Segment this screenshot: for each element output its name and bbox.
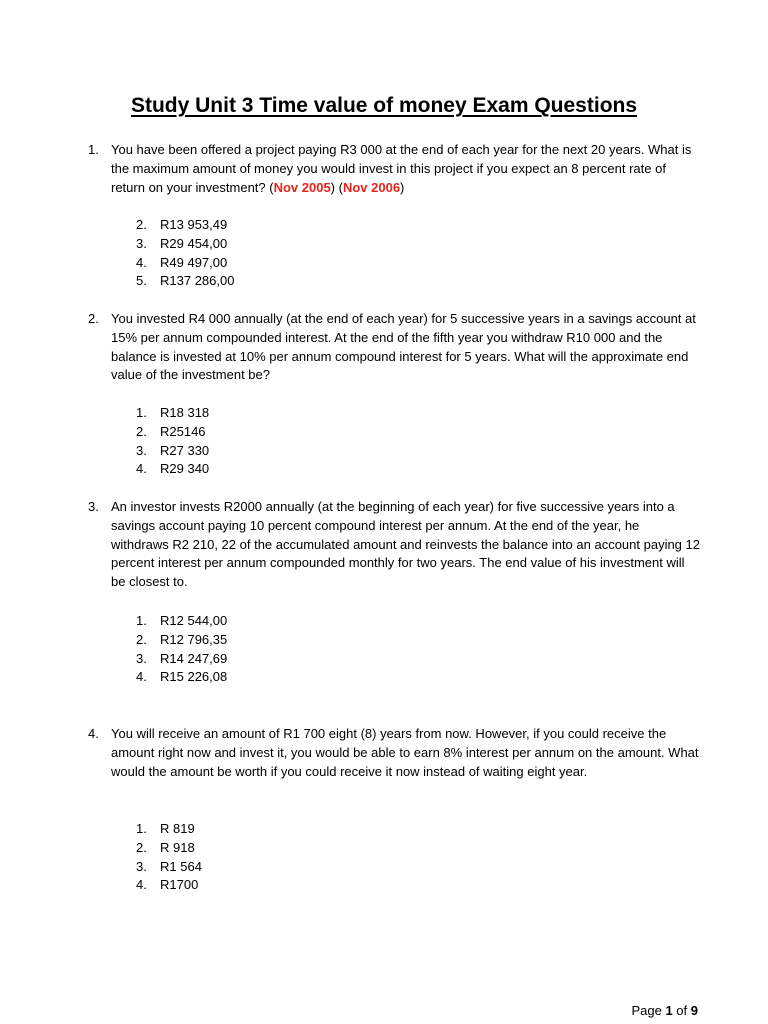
- option-number: 3.: [136, 442, 147, 458]
- question-4: [88, 725, 700, 781]
- answer-option[interactable]: [136, 668, 227, 687]
- question-3: [88, 498, 700, 592]
- question-text-part: ): [400, 179, 405, 195]
- answer-options: [136, 820, 202, 895]
- option-number: 4.: [136, 877, 147, 893]
- exam-reference: Nov 2006: [342, 179, 401, 195]
- answer-option[interactable]: [136, 858, 202, 877]
- answer-option[interactable]: [136, 460, 209, 479]
- answer-option[interactable]: [136, 216, 234, 235]
- answer-option[interactable]: [136, 272, 234, 291]
- option-value: R29 340: [160, 461, 210, 477]
- question-number: 1.: [88, 142, 99, 157]
- answer-option[interactable]: [136, 631, 227, 650]
- option-number: 2.: [136, 839, 147, 855]
- answer-options: [136, 216, 234, 291]
- question-number: 3.: [88, 499, 99, 514]
- option-number: 4.: [136, 254, 147, 270]
- answer-option[interactable]: [136, 254, 234, 273]
- option-number: 2.: [136, 423, 147, 439]
- question-text: You invested R4 000 annually (at the end of each year) for 5 successive years in a savings account at 15% per annum compounded interest. At the end of the fifth year you withdraw R10 000 and the balance is invested at 10% per annum compound interest for 5 years. What will the approximate end value of the investment be?: [111, 311, 696, 383]
- option-number: 1.: [136, 405, 147, 420]
- answer-option[interactable]: [136, 404, 209, 423]
- page-current: 1: [665, 1003, 673, 1018]
- option-value: R27 330: [160, 442, 210, 458]
- answer-option[interactable]: [136, 876, 202, 895]
- question-2: [88, 310, 700, 385]
- option-value: R 819: [160, 821, 195, 836]
- of-word: of: [676, 1003, 688, 1018]
- option-value: R 918: [160, 839, 195, 855]
- option-value: R29 454,00: [160, 235, 228, 251]
- question-text: [111, 141, 700, 197]
- question-text-part: ) (: [330, 179, 343, 195]
- page-indicator: [631, 1003, 698, 1018]
- option-number: 3.: [136, 858, 147, 874]
- option-number: 2.: [136, 631, 147, 647]
- option-value: R1700: [160, 877, 199, 893]
- option-value: R13 953,49: [160, 217, 228, 232]
- answer-option[interactable]: [136, 612, 227, 631]
- page-total: 9: [690, 1003, 698, 1018]
- question-number: 2.: [88, 311, 99, 326]
- option-value: R137 286,00: [160, 273, 235, 289]
- question-text-part: You have been offered a project paying R3 000 at the end of each year for the next 20 years. What is the maximum amount of money you would invest in this project if you expect an 8 percent rate of return on your investment? (: [111, 142, 692, 195]
- option-value: R49 497,00: [160, 254, 228, 270]
- question-text: An investor invests R2000 annually (at the beginning of each year) for five successive years into a savings account paying 10 percent compound interest per annum. At the end of the year, he withdraws R2 210, 22 of the accumulated amount and reinvests the balance into an account paying 12 percent interest per annum compounded monthly for two years. The end value of his investment will be closest to.: [111, 499, 700, 590]
- option-number: 3.: [136, 650, 147, 666]
- option-number: 5.: [136, 273, 147, 289]
- option-number: 1.: [136, 613, 147, 628]
- option-value: R25146: [160, 423, 206, 439]
- answer-option[interactable]: [136, 442, 209, 461]
- question-1: [88, 141, 700, 197]
- option-value: R12 796,35: [160, 631, 228, 647]
- page-title: Study Unit 3 Time value of money Exam Questions: [130, 94, 638, 117]
- exam-reference: Nov 2005: [273, 179, 331, 195]
- option-number: 4.: [136, 461, 147, 477]
- option-value: R12 544,00: [160, 613, 228, 628]
- answer-options: [136, 612, 227, 687]
- option-value: R18 318: [160, 405, 210, 420]
- option-value: R1 564: [160, 858, 202, 874]
- question-number: 4.: [88, 726, 99, 741]
- answer-option[interactable]: [136, 650, 227, 669]
- option-value: R14 247,69: [160, 650, 228, 666]
- answer-option[interactable]: [136, 839, 202, 858]
- answer-options: [136, 404, 209, 479]
- option-value: R15 226,08: [160, 669, 228, 685]
- option-number: 1.: [136, 821, 147, 836]
- option-number: 2.: [136, 217, 147, 232]
- answer-option[interactable]: [136, 820, 202, 839]
- option-number: 3.: [136, 235, 147, 251]
- question-text: You will receive an amount of R1 700 eight (8) years from now. However, if you could receive the amount right now and invest it, you would be able to earn 8% interest per annum on the amount. What would the amount be worth if you could receive it now instead of waiting eight year.: [111, 726, 699, 779]
- page-word: Page: [631, 1003, 662, 1018]
- option-number: 4.: [136, 669, 147, 685]
- answer-option[interactable]: [136, 423, 209, 442]
- answer-option[interactable]: [136, 235, 234, 254]
